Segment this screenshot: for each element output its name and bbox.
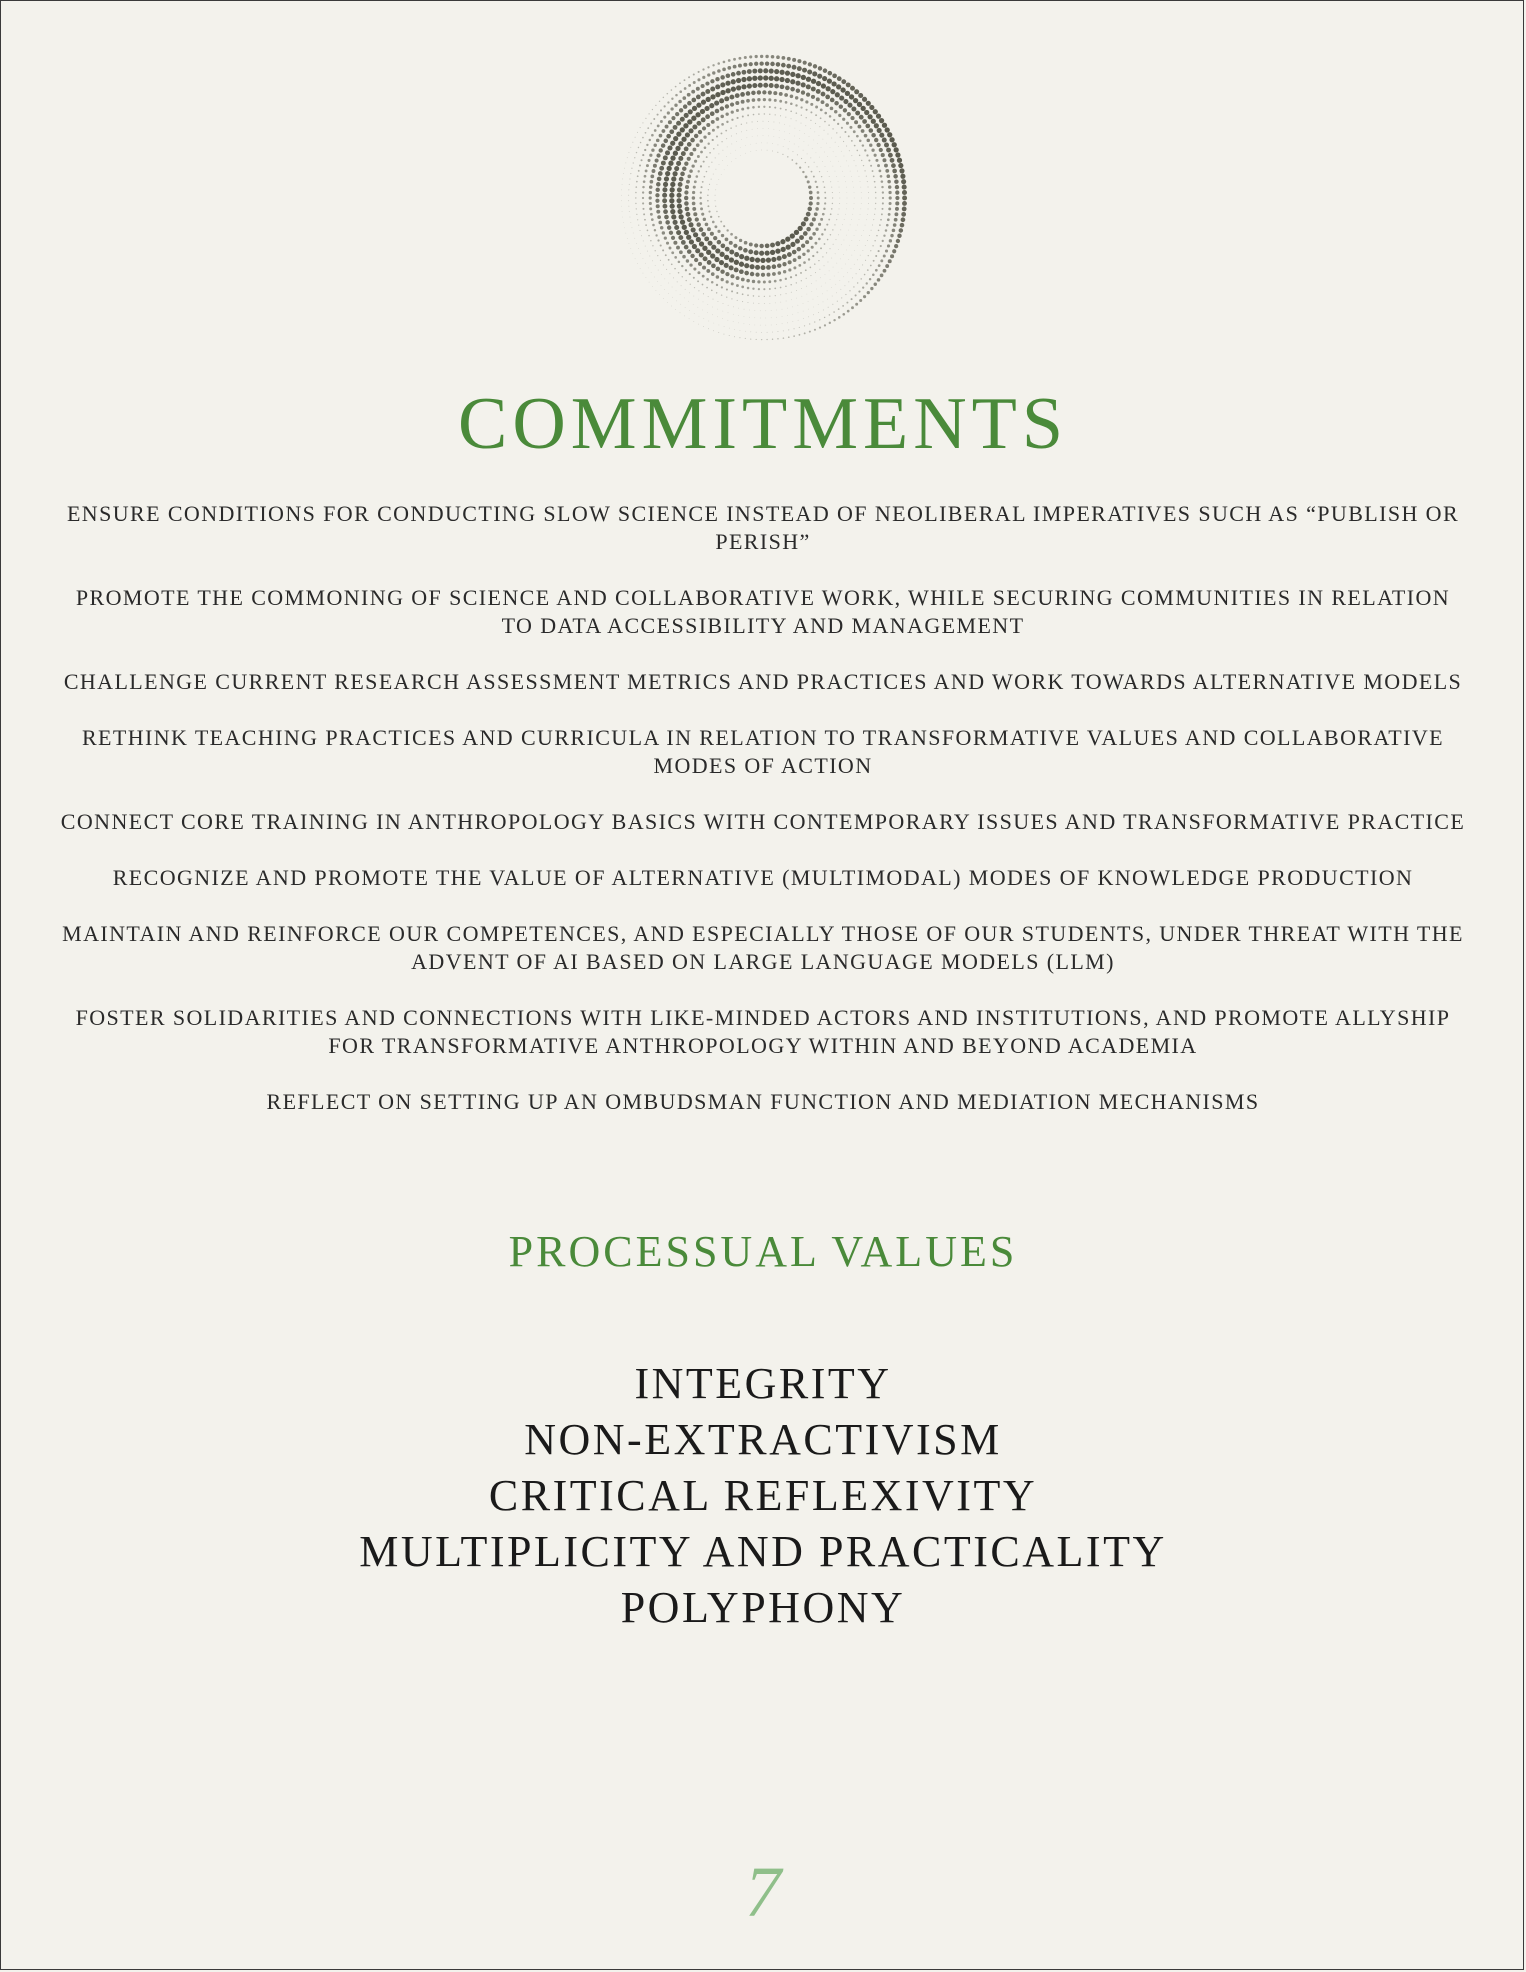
value-item: POLYPHONY — [620, 1583, 906, 1632]
dotted-spiral-icon — [613, 48, 913, 348]
commitment-item: CONNECT CORE TRAINING IN ANTHROPOLOGY BASICS WITH CONTEMPORARY ISSUES AND TRANSFORMATIVE PRACTICE — [60, 809, 1466, 834]
commitment-item: CHALLENGE CURRENT RESEARCH ASSESSMENT METRICS AND PRACTICES AND WORK TOWARDS ALTERNATIVE MODELS — [63, 669, 1463, 694]
section-title: PROCESSUAL VALUES — [508, 1227, 1018, 1276]
commitment-item: MAINTAIN AND REINFORCE OUR COMPETENCES, AND ESPECIALLY THOSE OF OUR STUDENTS, UNDER THREAT WITH THE ADVENT OF AI BASED ON LARGE LANGUAGE MODELS (LLM) — [62, 921, 1464, 974]
commitments-list — [60, 500, 1466, 1144]
commitment-item: RETHINK TEACHING PRACTICES AND CURRICULA IN RELATION TO TRANSFORMATIVE VALUES AND COLLABORATIVE MODES OF ACTION — [81, 725, 1444, 778]
value-item: NON-EXTRACTIVISM — [524, 1415, 1002, 1464]
commitment-item: ENSURE CONDITIONS FOR CONDUCTING SLOW SCIENCE INSTEAD OF NEOLIBERAL IMPERATIVES SUCH AS “PUBLISH OR PERISH” — [66, 501, 1460, 554]
commitment-item: FOSTER SOLIDARITIES AND CONNECTIONS WITH LIKE-MINDED ACTORS AND INSTITUTIONS, AND PROMOTE ALLYSHIP FOR TRANSFORMATIVE ANTHROPOLOGY WITHIN AND BEYOND ACADEMIA — [75, 1005, 1451, 1058]
values-list — [0, 1356, 1526, 1636]
value-item: MULTIPLICITY AND PRACTICALITY — [359, 1527, 1167, 1576]
commitment-item: RECOGNIZE AND PROMOTE THE VALUE OF ALTERNATIVE (MULTIMODAL) MODES OF KNOWLEDGE PRODUCTION — [112, 865, 1414, 890]
value-item: INTEGRITY — [634, 1359, 892, 1408]
commitment-item: REFLECT ON SETTING UP AN OMBUDSMAN FUNCTION AND MEDIATION MECHANISMS — [266, 1089, 1260, 1114]
commitment-item: PROMOTE THE COMMONING OF SCIENCE AND COLLABORATIVE WORK, WHILE SECURING COMMUNITIES IN RELATION TO DATA ACCESSIBILITY AND MANAGEMENT — [75, 585, 1451, 638]
page-number: 7 — [745, 1852, 781, 1932]
page-title: COMMITMENTS — [457, 383, 1069, 465]
value-item: CRITICAL REFLEXIVITY — [488, 1471, 1038, 1520]
